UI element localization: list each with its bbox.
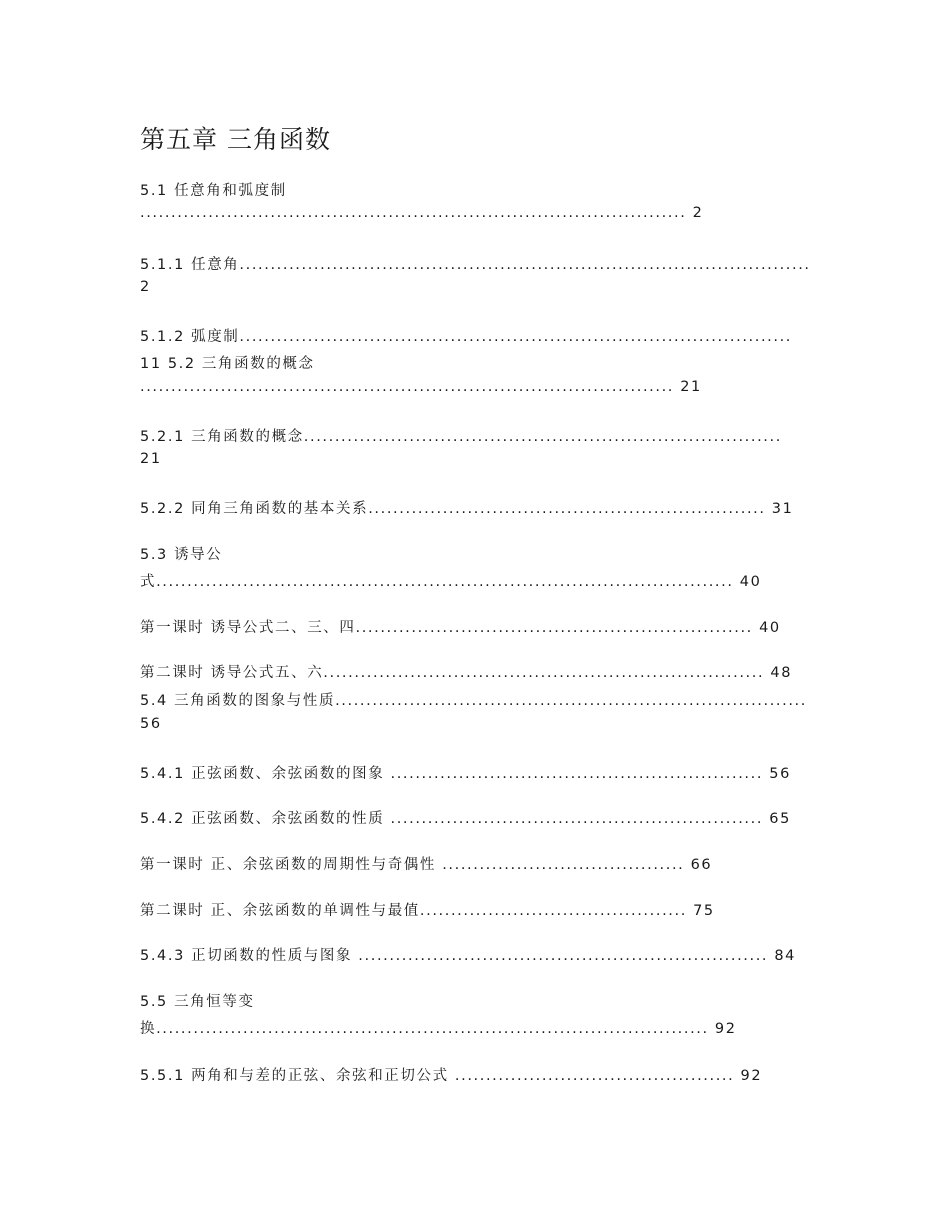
toc-line: ...................................................................................... 21	[140, 379, 702, 395]
toc-line: 5.4 三角函数的图象与性质............................................................................	[140, 693, 807, 709]
toc-line: 第二课时 正、余弦函数的单调性与最值........................................... 75	[140, 903, 715, 919]
toc-line: 第一课时 正、余弦函数的周期性与奇偶性 ....................................... 66	[140, 857, 713, 873]
chapter-title: 第五章 三角函数	[140, 125, 331, 154]
toc-line: 2	[140, 279, 151, 295]
toc-line: 5.5 三角恒等变	[140, 994, 255, 1010]
toc-line: 11 5.2 三角函数的概念	[140, 356, 315, 372]
toc-line: 5.1 任意角和弧度制	[140, 183, 287, 199]
toc-line: ........................................................................................ 2	[140, 205, 704, 221]
toc-line: 第二课时 诱导公式五、六....................................................................... 48	[140, 665, 793, 681]
toc-line: 式............................................................................................. 40	[140, 574, 762, 590]
toc-line: 5.1.2 弧度制.........................................................................................	[140, 329, 793, 345]
toc-line: 5.4.3 正切函数的性质与图象 .................................................................. 84	[140, 948, 796, 964]
toc-line: 56	[140, 716, 162, 732]
toc-line: 21	[140, 451, 162, 467]
toc-line: 5.4.2 正弦函数、余弦函数的性质 ............................................................ 65	[140, 811, 791, 827]
toc-line: 5.4.1 正弦函数、余弦函数的图象 ............................................................ 56	[140, 766, 791, 782]
toc-line: 5.2.2 同角三角函数的基本关系................................................................ 31	[140, 501, 794, 517]
toc-line: 5.3 诱导公	[140, 547, 223, 563]
toc-line: 换......................................................................................... 92	[140, 1021, 737, 1037]
toc-line: 5.5.1 两角和与差的正弦、余弦和正切公式 ............................................. 92	[140, 1068, 763, 1084]
toc-line: 5.2.1 三角函数的概念.............................................................................	[140, 429, 782, 445]
toc-line: 5.1.1 任意角............................................................................................	[140, 257, 811, 273]
toc-line: 第一课时 诱导公式二、三、四................................................................ 40	[140, 620, 781, 636]
